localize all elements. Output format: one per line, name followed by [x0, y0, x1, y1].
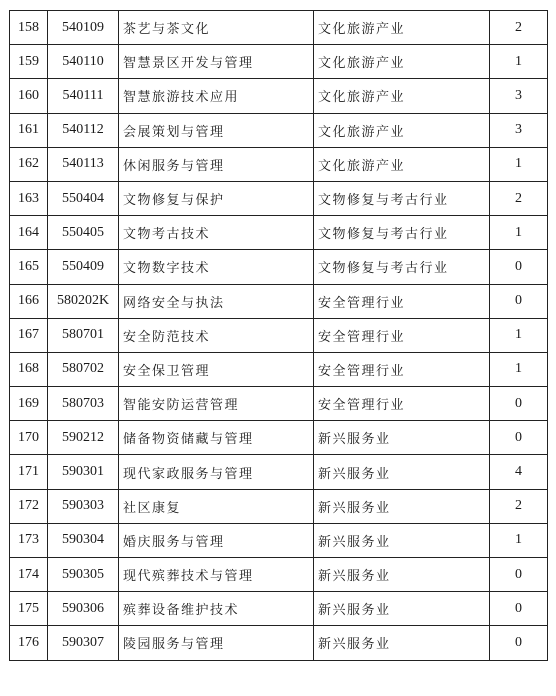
row-index: 169	[10, 387, 48, 421]
industry-name: 新兴服务业	[314, 558, 490, 592]
count-value: 4	[490, 455, 548, 489]
count-value: 3	[490, 79, 548, 113]
major-name: 智慧景区开发与管理	[119, 45, 314, 79]
major-code: 580701	[48, 318, 119, 352]
count-value: 0	[490, 250, 548, 284]
industry-name: 新兴服务业	[314, 523, 490, 557]
majors-table-body	[10, 11, 548, 661]
major-code: 540112	[48, 113, 119, 147]
count-value: 1	[490, 352, 548, 386]
row-index: 171	[10, 455, 48, 489]
table-row	[10, 181, 548, 215]
major-name: 智慧旅游技术应用	[119, 79, 314, 113]
table-row	[10, 626, 548, 660]
major-name: 茶艺与茶文化	[119, 11, 314, 45]
count-value: 0	[490, 421, 548, 455]
count-value: 0	[490, 592, 548, 626]
industry-name: 安全管理行业	[314, 284, 490, 318]
industry-name: 文化旅游产业	[314, 45, 490, 79]
majors-table	[9, 10, 548, 661]
major-name: 文物考古技术	[119, 216, 314, 250]
major-code: 590301	[48, 455, 119, 489]
industry-name: 文化旅游产业	[314, 11, 490, 45]
industry-name: 新兴服务业	[314, 455, 490, 489]
industry-name: 文化旅游产业	[314, 147, 490, 181]
industry-name: 安全管理行业	[314, 318, 490, 352]
industry-name: 安全管理行业	[314, 387, 490, 421]
row-index: 160	[10, 79, 48, 113]
row-index: 164	[10, 216, 48, 250]
industry-name: 安全管理行业	[314, 352, 490, 386]
table-row	[10, 250, 548, 284]
count-value: 1	[490, 318, 548, 352]
major-code: 550404	[48, 181, 119, 215]
major-code: 540111	[48, 79, 119, 113]
industry-name: 文物修复与考古行业	[314, 181, 490, 215]
count-value: 0	[490, 284, 548, 318]
major-name: 现代殡葬技术与管理	[119, 558, 314, 592]
count-value: 2	[490, 11, 548, 45]
major-code: 590307	[48, 626, 119, 660]
major-name: 社区康复	[119, 489, 314, 523]
major-code: 590212	[48, 421, 119, 455]
major-name: 网络安全与执法	[119, 284, 314, 318]
table-row	[10, 216, 548, 250]
table-row	[10, 113, 548, 147]
table-row	[10, 455, 548, 489]
industry-name: 文化旅游产业	[314, 79, 490, 113]
industry-name: 文物修复与考古行业	[314, 216, 490, 250]
major-name: 现代家政服务与管理	[119, 455, 314, 489]
major-code: 540109	[48, 11, 119, 45]
major-name: 安全保卫管理	[119, 352, 314, 386]
major-code: 540110	[48, 45, 119, 79]
count-value: 2	[490, 181, 548, 215]
count-value: 0	[490, 387, 548, 421]
industry-name: 文物修复与考古行业	[314, 250, 490, 284]
table-row	[10, 523, 548, 557]
table-row	[10, 284, 548, 318]
major-code: 590306	[48, 592, 119, 626]
industry-name: 新兴服务业	[314, 489, 490, 523]
major-code: 540113	[48, 147, 119, 181]
count-value: 0	[490, 626, 548, 660]
count-value: 1	[490, 45, 548, 79]
industry-name: 新兴服务业	[314, 592, 490, 626]
industry-name: 文化旅游产业	[314, 113, 490, 147]
major-code: 590305	[48, 558, 119, 592]
row-index: 159	[10, 45, 48, 79]
row-index: 165	[10, 250, 48, 284]
row-index: 172	[10, 489, 48, 523]
major-name: 智能安防运营管理	[119, 387, 314, 421]
major-name: 文物修复与保护	[119, 181, 314, 215]
row-index: 174	[10, 558, 48, 592]
industry-name: 新兴服务业	[314, 421, 490, 455]
count-value: 2	[490, 489, 548, 523]
count-value: 3	[490, 113, 548, 147]
table-row	[10, 558, 548, 592]
row-index: 170	[10, 421, 48, 455]
major-name: 陵园服务与管理	[119, 626, 314, 660]
major-code: 580702	[48, 352, 119, 386]
table-row	[10, 489, 548, 523]
count-value: 1	[490, 216, 548, 250]
table-row	[10, 45, 548, 79]
table-row	[10, 352, 548, 386]
count-value: 1	[490, 523, 548, 557]
major-name: 婚庆服务与管理	[119, 523, 314, 557]
table-row	[10, 79, 548, 113]
row-index: 176	[10, 626, 48, 660]
row-index: 158	[10, 11, 48, 45]
count-value: 1	[490, 147, 548, 181]
major-name: 文物数字技术	[119, 250, 314, 284]
major-name: 储备物资储藏与管理	[119, 421, 314, 455]
row-index: 175	[10, 592, 48, 626]
major-name: 会展策划与管理	[119, 113, 314, 147]
major-code: 550405	[48, 216, 119, 250]
count-value: 0	[490, 558, 548, 592]
industry-name: 新兴服务业	[314, 626, 490, 660]
major-name: 安全防范技术	[119, 318, 314, 352]
row-index: 163	[10, 181, 48, 215]
table-row	[10, 592, 548, 626]
major-name: 休闲服务与管理	[119, 147, 314, 181]
row-index: 162	[10, 147, 48, 181]
major-code: 590303	[48, 489, 119, 523]
table-row	[10, 387, 548, 421]
major-code: 580202K	[48, 284, 119, 318]
row-index: 167	[10, 318, 48, 352]
major-code: 550409	[48, 250, 119, 284]
table-row	[10, 318, 548, 352]
major-code: 590304	[48, 523, 119, 557]
major-name: 殡葬设备维护技术	[119, 592, 314, 626]
table-row	[10, 11, 548, 45]
row-index: 173	[10, 523, 48, 557]
table-row	[10, 147, 548, 181]
major-code: 580703	[48, 387, 119, 421]
row-index: 168	[10, 352, 48, 386]
row-index: 166	[10, 284, 48, 318]
table-row	[10, 421, 548, 455]
row-index: 161	[10, 113, 48, 147]
